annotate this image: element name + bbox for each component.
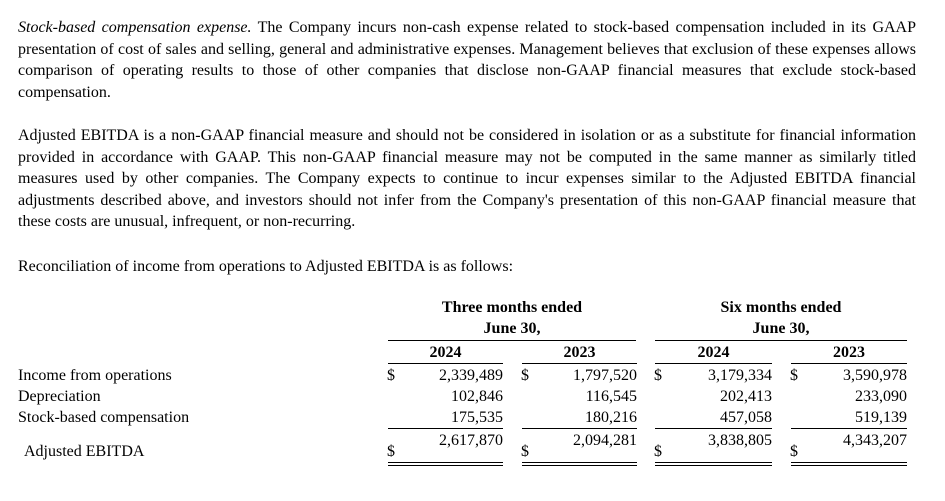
currency-symbol: $: [521, 443, 529, 460]
currency-symbol: $: [387, 443, 395, 460]
year-header-ytd-2024: 2024: [697, 344, 730, 361]
cell-depreciation-ytd-2023: 233,090: [855, 388, 907, 405]
total-double-rule-1: [388, 462, 503, 466]
cell-depreciation-ytd-2024: 202,413: [720, 388, 772, 405]
header-six-months-line2: June 30,: [752, 320, 810, 337]
paragraph-reconciliation-intro: Reconciliation of income from operations to Adjusted EBITDA is as follows:: [18, 258, 514, 275]
row-label-adjusted-ebitda: Adjusted EBITDA: [24, 443, 145, 460]
year-header-ytd-2023: 2023: [833, 344, 865, 361]
year-rule-4: [791, 363, 907, 364]
paragraph-adjusted-ebitda: Adjusted EBITDA is a non-GAAP financial measure and should not be considered in isolation or as a substitute for financial information provided in accordance with GAAP. This non-GAAP financial measure may not be computed in the same manner as similarly titled measures used by other companies. The Company expects to continue to incur expenses similar to the Adjusted EBITDA financial adjustments described above, and investors should not infer from the Company's presentation of this non-GAAP financial measure that these costs are unusual, infrequent, or non-recurring.: [18, 127, 916, 230]
total-double-rule-4: [791, 462, 907, 466]
year-rule-1: [388, 363, 503, 364]
currency-symbol: $: [790, 443, 798, 460]
subtotal-rule-2: [522, 428, 637, 429]
cell-sbc-ytd-2023: 519,139: [855, 409, 907, 426]
header-six-months-line1: Six months ended: [720, 299, 842, 316]
header-six-months: [655, 297, 907, 339]
cell-ebitda-ytd-2024: 3,838,805: [708, 432, 772, 449]
header-rule-six-months: [655, 340, 907, 341]
cell-ebitda-q-2024: 2,617,870: [439, 432, 503, 449]
currency-symbol: $: [521, 367, 529, 384]
row-label-depreciation: Depreciation: [18, 388, 101, 405]
currency-symbol: $: [654, 367, 662, 384]
paragraph-body: The Company incurs non-cash expense related to stock-based compensation included in its GAAP presentation of cost of sales and selling, general and administrative expenses. Management believes that exclusion of these expenses allows comparison of operating results to those of other companies that disclose non-GAAP financial measures that exclude stock-based compensation.: [18, 19, 917, 101]
cell-sbc-ytd-2024: 457,058: [720, 409, 772, 426]
cell-income-ytd-2023: 3,590,978: [843, 367, 907, 384]
paragraph-lead-heading: Stock-based compensation expense.: [18, 19, 252, 36]
cell-ebitda-q-2023: 2,094,281: [573, 432, 637, 449]
cell-sbc-q-2023: 180,216: [585, 409, 637, 426]
currency-symbol: $: [387, 367, 395, 384]
currency-symbol: $: [654, 443, 662, 460]
year-rule-3: [655, 363, 772, 364]
header-three-months-line1: Three months ended: [441, 299, 583, 316]
row-label-stock-based-compensation: Stock-based compensation: [18, 409, 190, 426]
cell-income-ytd-2024: 3,179,334: [708, 367, 772, 384]
paragraph-stock-based-compensation: [18, 17, 916, 103]
total-double-rule-3: [655, 462, 772, 466]
cell-depreciation-q-2023: 116,545: [585, 388, 637, 405]
header-three-months: [388, 297, 636, 339]
year-header-q-2023: 2023: [563, 344, 596, 361]
cell-ebitda-ytd-2023: 4,343,207: [843, 432, 907, 449]
subtotal-rule-1: [388, 428, 503, 429]
row-label-income-from-operations: Income from operations: [18, 367, 172, 384]
year-rule-2: [522, 363, 637, 364]
subtotal-rule-3: [655, 428, 772, 429]
year-header-q-2024: 2024: [429, 344, 462, 361]
cell-income-q-2024: 2,339,489: [439, 367, 503, 384]
cell-income-q-2023: 1,797,520: [573, 367, 637, 384]
currency-symbol: $: [790, 367, 798, 384]
subtotal-rule-4: [791, 428, 907, 429]
header-three-months-line2: June 30,: [483, 320, 541, 337]
total-double-rule-2: [522, 462, 637, 466]
header-rule-three-months: [388, 340, 636, 341]
cell-sbc-q-2024: 175,535: [451, 409, 503, 426]
cell-depreciation-q-2024: 102,846: [451, 388, 503, 405]
